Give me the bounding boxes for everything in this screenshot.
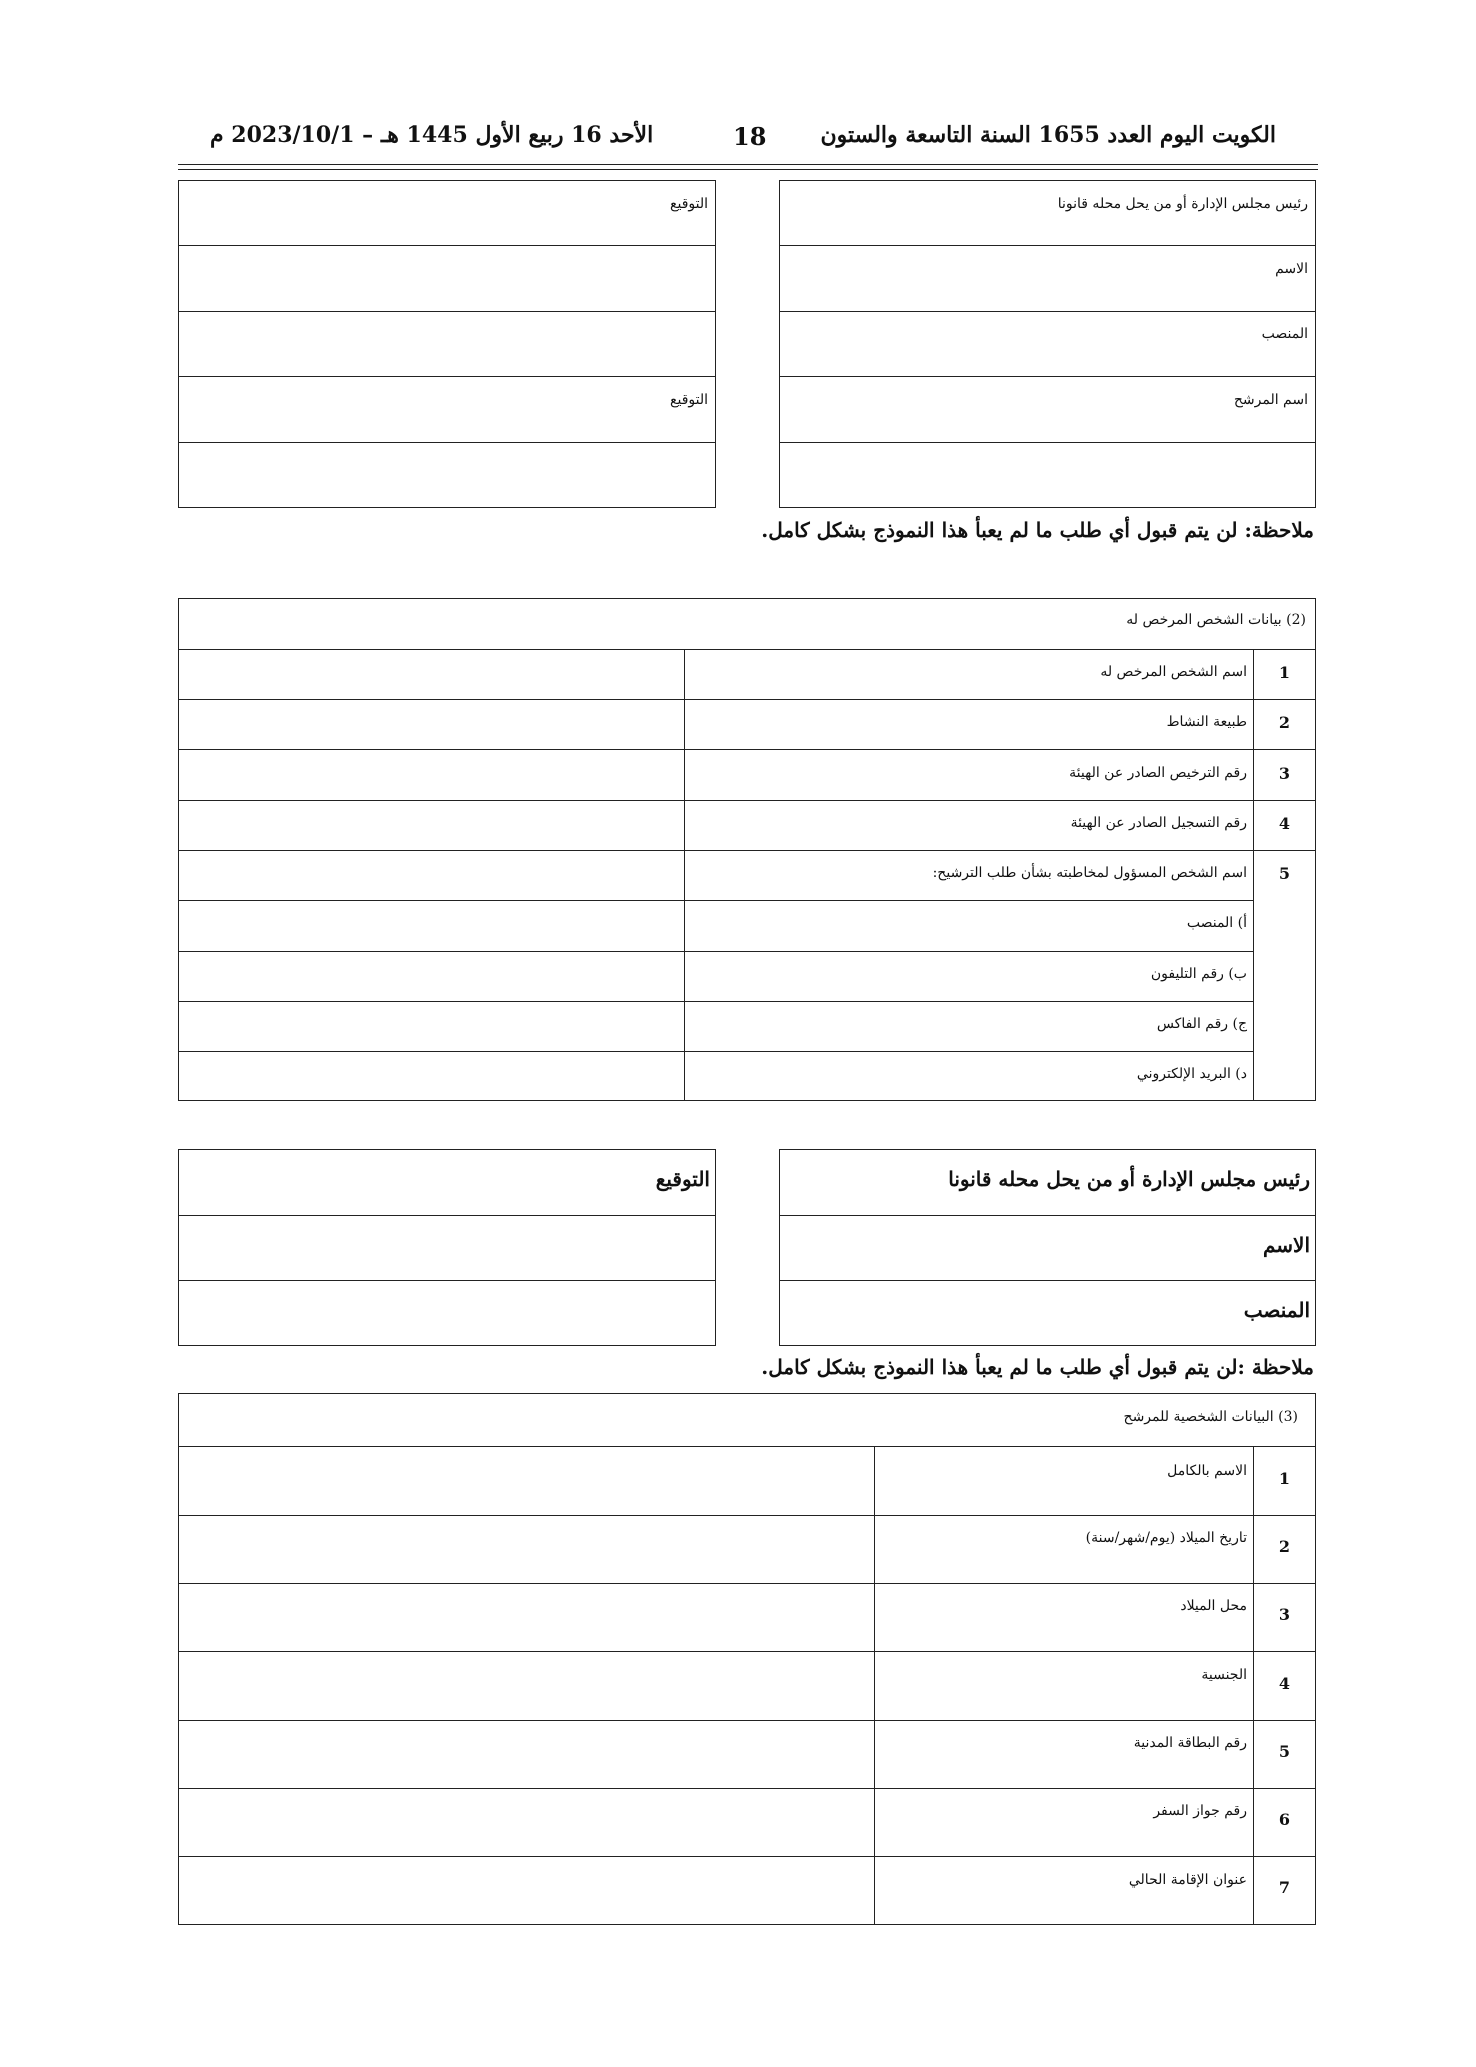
- block1-signature-label-2: التوقيع: [670, 392, 708, 408]
- row-number: 4: [1278, 1674, 1291, 1693]
- header-rule-bottom: [178, 169, 1318, 170]
- row-number: 3: [1278, 764, 1291, 783]
- block2-position-label: المنصب: [1243, 1298, 1310, 1322]
- row-label: اسم الشخص المرخص له: [1100, 664, 1247, 680]
- row-number: 5: [1278, 864, 1291, 883]
- block1-position-label: المنصب: [1261, 326, 1308, 342]
- row-number: 2: [1278, 1537, 1291, 1556]
- header-rule-top: [178, 164, 1318, 165]
- subrow-label: ب) رقم التليفون: [1150, 966, 1247, 982]
- row-label: رقم البطاقة المدنية: [1133, 1735, 1247, 1751]
- row-number: 7: [1278, 1878, 1291, 1897]
- row-label: رقم جواز السفر: [1153, 1803, 1247, 1819]
- row-label: محل الميلاد: [1180, 1598, 1247, 1614]
- block1-chairman-label: رئيس مجلس الإدارة أو من يحل محله قانونا: [1057, 196, 1308, 212]
- block1-name-label: الاسم: [1275, 261, 1308, 277]
- block2-note: ملاحظة :لن يتم قبول أي طلب ما لم يعبأ هذا النموذج بشكل كامل.: [761, 1355, 1314, 1379]
- header-issue-info: الكويت اليوم العدد 1655 السنة التاسعة والستون: [820, 122, 1276, 148]
- row-label: الجنسية: [1201, 1667, 1247, 1683]
- row-label: اسم الشخص المسؤول لمخاطبته بشأن طلب الترشيح:: [932, 865, 1247, 881]
- block1-candidate-label: اسم المرشح: [1233, 392, 1308, 408]
- header-date: الأحد 16 ربيع الأول 1445 هـ – 2023/10/1 م: [210, 122, 654, 148]
- row-number: 1: [1278, 1469, 1291, 1488]
- row-number: 6: [1278, 1810, 1291, 1829]
- subrow-label: ج) رقم الفاكس: [1156, 1016, 1247, 1032]
- row-number: 3: [1278, 1605, 1291, 1624]
- row-label: طبيعة النشاط: [1166, 714, 1247, 730]
- block2-signature-label: التوقيع: [655, 1167, 710, 1191]
- block1-note: ملاحظة: لن يتم قبول أي طلب ما لم يعبأ هذا النموذج بشكل كامل.: [761, 518, 1314, 542]
- block2-name-label: الاسم: [1262, 1233, 1310, 1257]
- row-label: رقم التسجيل الصادر عن الهيئة: [1070, 815, 1247, 831]
- row-number: 5: [1278, 1742, 1291, 1761]
- page-number: 18: [733, 122, 767, 151]
- row-number: 2: [1278, 713, 1291, 732]
- row-label: الاسم بالكامل: [1167, 1463, 1247, 1479]
- section3-title: (3) البيانات الشخصية للمرشح: [1123, 1409, 1298, 1425]
- block2-chairman-label: رئيس مجلس الإدارة أو من يحل محله قانونا: [948, 1167, 1310, 1191]
- subrow-label: د) البريد الإلكتروني: [1136, 1066, 1247, 1082]
- row-label: عنوان الإقامة الحالي: [1128, 1872, 1247, 1888]
- row-label: تاريخ الميلاد (يوم/شهر/سنة): [1085, 1530, 1247, 1546]
- block1-signature-label-1: التوقيع: [670, 196, 708, 212]
- row-label: رقم الترخيص الصادر عن الهيئة: [1069, 765, 1247, 781]
- row-number: 4: [1278, 814, 1291, 833]
- subrow-label: أ) المنصب: [1186, 915, 1247, 931]
- row-number: 1: [1278, 663, 1291, 682]
- section2-title: (2) بيانات الشخص المرخص له: [1126, 612, 1306, 628]
